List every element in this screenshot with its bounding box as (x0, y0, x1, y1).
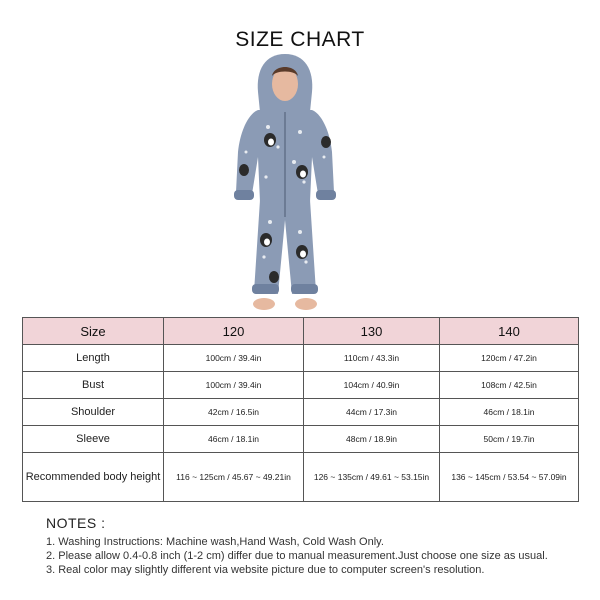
table-cell: 100cm / 39.4in (164, 372, 304, 399)
row-label: Length (23, 345, 164, 372)
size-chart-table (22, 317, 579, 502)
row-label: Sleeve (23, 426, 164, 453)
table-cell: 104cm / 40.9in (304, 372, 440, 399)
note-item: 3. Real color may slightly different via website picture due to computer screen's resolution. (46, 564, 485, 576)
table-cell: 126 ~ 135cm / 49.61 ~ 53.15in (304, 453, 440, 502)
note-item: 1. Washing Instructions: Machine wash,Hand Wash, Cold Wash Only. (46, 536, 384, 548)
product-model-image (230, 52, 340, 317)
table-header-cell: 140 (440, 318, 579, 345)
table-cell: 136 ~ 145cm / 53.54 ~ 57.09in (440, 453, 579, 502)
row-label: Shoulder (23, 399, 164, 426)
table-cell: 46cm / 18.1in (164, 426, 304, 453)
table-header-cell: 130 (304, 318, 440, 345)
row-label: Recommended body height (23, 453, 164, 502)
table-cell: 108cm / 42.5in (440, 372, 579, 399)
table-row (23, 426, 579, 453)
table-cell: 44cm / 17.3in (304, 399, 440, 426)
table-header-cell: Size (23, 318, 164, 345)
table-cell: 116 ~ 125cm / 45.67 ~ 49.21in (164, 453, 304, 502)
table-cell: 46cm / 18.1in (440, 399, 579, 426)
table-cell: 50cm / 19.7in (440, 426, 579, 453)
table-row (23, 372, 579, 399)
table-row (23, 345, 579, 372)
table-cell: 120cm / 47.2in (440, 345, 579, 372)
page-title: SIZE CHART (235, 28, 365, 51)
table-row (23, 399, 579, 426)
table-cell: 42cm / 16.5in (164, 399, 304, 426)
table-cell: 110cm / 43.3in (304, 345, 440, 372)
note-item: 2. Please allow 0.4-0.8 inch (1-2 cm) differ due to manual measurement.Just choose one size as usual. (46, 550, 548, 562)
table-cell: 48cm / 18.9in (304, 426, 440, 453)
table-row (23, 453, 579, 502)
row-label: Bust (23, 372, 164, 399)
notes-title: NOTES : (46, 515, 106, 531)
notes-section (46, 515, 586, 577)
table-header-cell: 120 (164, 318, 304, 345)
table-header-row (23, 318, 579, 345)
table-cell: 100cm / 39.4in (164, 345, 304, 372)
